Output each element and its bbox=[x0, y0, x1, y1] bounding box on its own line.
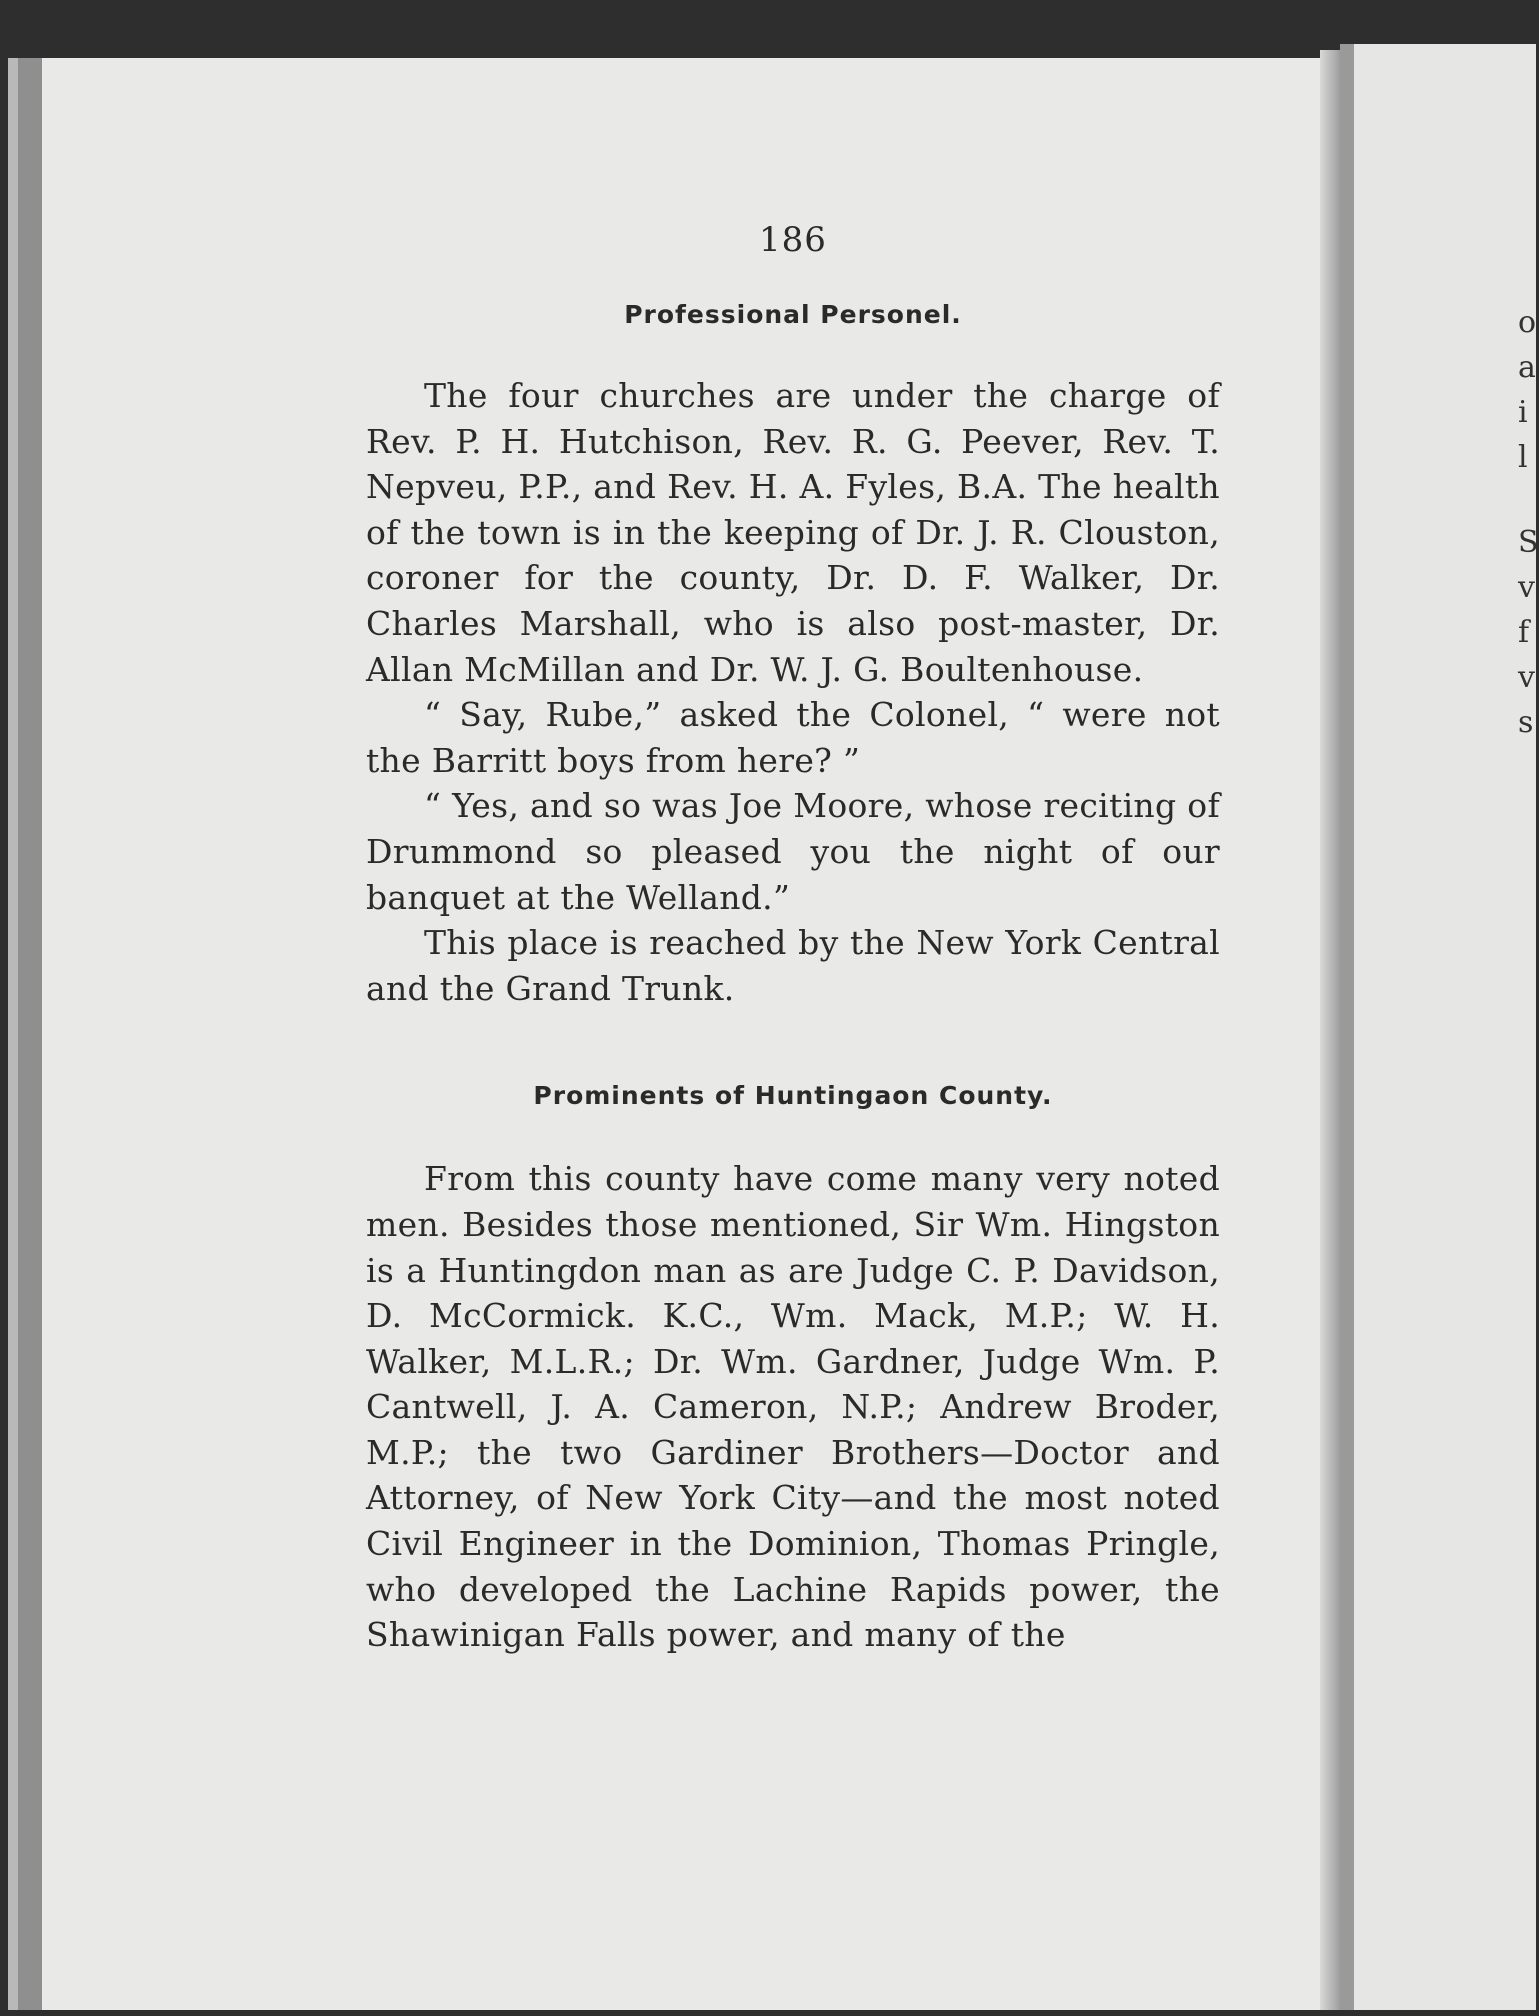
fragment: i bbox=[1518, 395, 1528, 430]
fragment: f bbox=[1518, 615, 1530, 650]
fragment-gap bbox=[1518, 480, 1539, 520]
left-page-text bbox=[366, 220, 1220, 1658]
paragraph: The four churches are under the charge of Rev. P. H. Hutchison, Rev. R. G. Peever, Rev. T. Nepveu, P.P., and Rev. H. A. Fyles, B.A. The health of the town is in the keeping of Dr. J. R. Clouston, coroner for the county, Dr. D. F. Walker, Dr. Charles Marshall, who is also post-master, Dr. Allan McMillan and Dr. W. J. G. Boultenhouse. bbox=[366, 376, 1220, 689]
paragraph: From this county have come many very noted men. Besides those mentioned, Sir Wm. Hingston is a Huntingdon man as are Judge C. P. Davidson, D. McCormick. K.C., Wm. Mack, M.P.; W. H. Walker, M.L.R.; Dr. Wm. Gardner, Judge Wm. P. Cantwell, J. A. Cameron, N.P.; Andrew Broder, M.P.; the two Gardiner Brothers—Doctor and Attorney, of New York City—and the most noted Civil Engineer in the Dominion, Thomas Pringle, who developed the Lachine Rapids power, the Shawinigan Falls power, and many of the bbox=[366, 1159, 1220, 1655]
section-heading-prominents: Prominents of Huntingaon County. bbox=[533, 1081, 1053, 1111]
fragment: v bbox=[1518, 570, 1535, 605]
paragraph: “ Yes, and so was Joe Moore, whose reciting of Drummond so pleased you the night of our banquet at the Welland.” bbox=[366, 786, 1220, 917]
fragment: s bbox=[1518, 705, 1534, 740]
fragment: l bbox=[1518, 440, 1528, 475]
paragraph: This place is reached by the New York Central and the Grand Trunk. bbox=[366, 923, 1220, 1008]
fragment: a bbox=[1518, 350, 1536, 385]
fragment: v bbox=[1518, 660, 1535, 695]
fragment: S bbox=[1518, 525, 1539, 560]
paragraph: “ Say, Rube,” asked the Colonel, “ were not the Barritt boys from here? ” bbox=[366, 695, 1220, 780]
section-heading-professional-personel: Professional Personel. bbox=[624, 300, 962, 329]
right-page bbox=[1340, 44, 1536, 2010]
page-number: 186 bbox=[759, 220, 827, 260]
fragment: o bbox=[1518, 305, 1537, 340]
facing-page-text-fragments bbox=[1518, 300, 1539, 745]
